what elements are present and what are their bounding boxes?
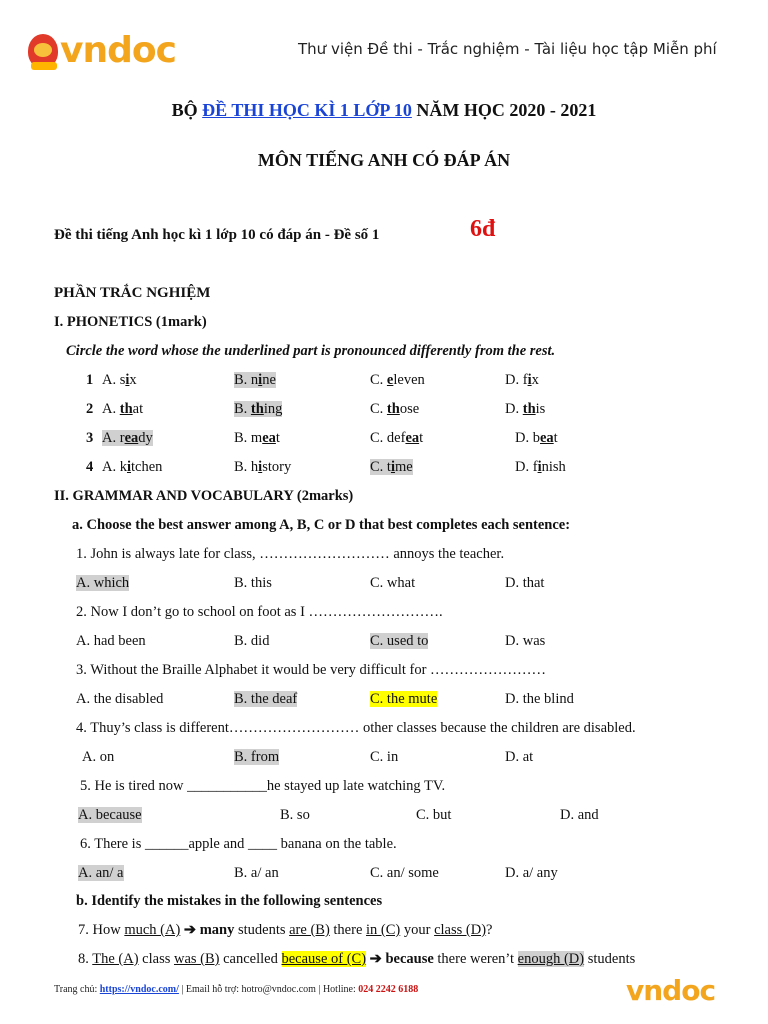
phonetics-option-c: C. time (370, 459, 413, 475)
footer-link[interactable]: https://vndoc.com/ (99, 984, 179, 995)
phonetics-option-a: A. that (102, 401, 144, 417)
title-link[interactable]: ĐỀ THI HỌC KÌ 1 LỚP 10 (202, 100, 412, 120)
question-text: 6. There is ______apple and ____ banana on the table. (80, 836, 397, 852)
exam-name: Đề thi tiếng Anh học kì 1 lớp 10 có đáp án - Đề số 1 (54, 227, 380, 243)
answer-option: B. did (234, 633, 270, 649)
phonetics-number: 3 (86, 430, 94, 446)
question-text: 1. John is always late for class, ……………………… annoys the teacher. (76, 546, 505, 562)
grammar-heading: II. GRAMMAR AND VOCABULARY (2marks) (54, 488, 354, 504)
answer-option: D. at (505, 749, 534, 765)
answer-option: B. the deaf (234, 691, 298, 707)
answer-option: C. what (370, 575, 416, 591)
answer-option: B. a/ an (234, 865, 279, 881)
score-annotation: 6đ (470, 216, 496, 242)
question-text: 4. Thuy’s class is different……………………… other classes because the children are disabled. (76, 720, 636, 736)
answer-option: D. and (560, 807, 599, 823)
phonetics-option-c: C. defeat (370, 430, 424, 446)
phonetics-option-d: D. fix (505, 372, 539, 388)
phonetics-heading: I. PHONETICS (1mark) (54, 314, 207, 330)
answer-option: C. the mute (370, 691, 438, 707)
answer-option: A. because (78, 807, 142, 823)
answer-option: C. used to (370, 633, 429, 649)
phonetics-option-b: B. history (234, 459, 292, 475)
answer-option: D. the blind (505, 691, 574, 707)
answer-option: A. an/ a (78, 865, 124, 881)
question-text: 2. Now I don’t go to school on foot as I ………………………. (76, 604, 443, 620)
answer-option: D. a/ any (505, 865, 558, 881)
phonetics-instruction: Circle the word whose the underlined part is pronounced differently from the rest. (66, 343, 556, 359)
answer-option: B. this (234, 575, 272, 591)
phonetics-number: 4 (86, 459, 94, 475)
phonetics-option-c: C. eleven (370, 372, 425, 388)
footer: Trang chủ: https://vndoc.com/ | Email hỗ trợ: hotro@vndoc.com | Hotline: 024 2242 6188 (54, 984, 419, 995)
vndoc-logo (28, 30, 176, 71)
mascot-icon (28, 34, 58, 68)
answer-option: D. that (505, 575, 545, 591)
answer-option: A. on (82, 749, 115, 765)
answer-option: C. but (416, 807, 452, 823)
phonetics-option-d: D. finish (515, 459, 566, 475)
answer-option: B. from (234, 749, 280, 765)
phonetics-option-b: B. thing (234, 401, 283, 417)
phonetics-option-d: D. beat (515, 430, 558, 446)
grammar-part-a: a. Choose the best answer among A, B, C or D that best completes each sentence: (72, 517, 571, 533)
phonetics-option-a: A. kitchen (102, 459, 163, 475)
answer-option: B. so (280, 807, 310, 823)
phonetics-number: 1 (86, 372, 94, 388)
phonetics-option-c: C. those (370, 401, 420, 417)
footer-logo: vndoc (626, 974, 716, 1007)
page-title: BỘ ĐỀ THI HỌC KÌ 1 LỚP 10 NĂM HỌC 2020 - 2021 (171, 100, 597, 120)
phonetics-option-d: D. this (505, 401, 546, 417)
question-text: 3. Without the Braille Alphabet it would be very difficult for …………………… (76, 662, 547, 678)
phonetics-number: 2 (86, 401, 94, 417)
phonetics-option-b: B. nine (234, 372, 276, 388)
header-tagline: Thư viện Đề thi - Trắc nghiệm - Tài liệu học tập Miễn phí (298, 40, 717, 58)
answer-option: C. an/ some (370, 865, 439, 881)
phonetics-option-a: A. ready (102, 430, 153, 446)
question-text: 5. He is tired now ___________he stayed up late watching TV. (80, 778, 446, 794)
logo-text: vndoc (60, 30, 176, 71)
phonetics-option-a: A. six (102, 372, 137, 388)
question-7: 7. How much (A) ➔ many students are (B) there in (C) your class (D)? (78, 922, 493, 938)
answer-option: C. in (370, 749, 399, 765)
answer-option: A. had been (76, 633, 146, 649)
phonetics-option-b: B. meat (234, 430, 280, 446)
question-8: 8. The (A) class was (B) cancelled because of (C) ➔ because there weren’t enough (D) students (78, 951, 636, 967)
grammar-part-b: b. Identify the mistakes in the following sentences (76, 893, 383, 909)
answer-option: D. was (505, 633, 546, 649)
page-subtitle: MÔN TIẾNG ANH CÓ ĐÁP ÁN (257, 150, 511, 170)
answer-option: A. the disabled (76, 691, 164, 707)
section-heading: PHẦN TRẮC NGHIỆM (54, 285, 211, 301)
answer-option: A. which (76, 575, 130, 591)
